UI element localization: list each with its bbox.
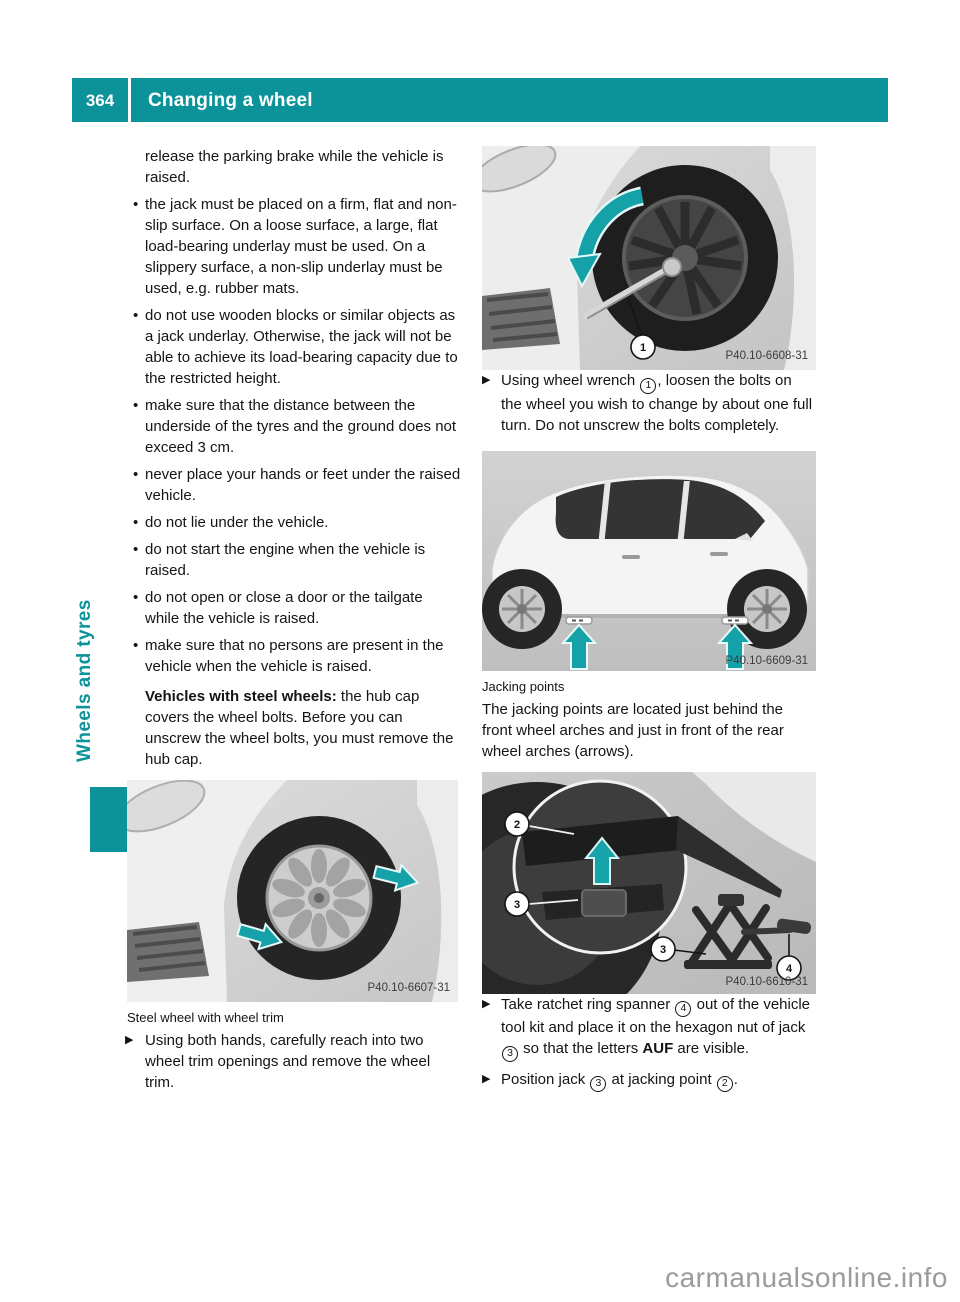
figure-code: P40.10-6609-31 bbox=[725, 654, 808, 667]
list-item bbox=[133, 512, 461, 533]
step-item bbox=[125, 1030, 461, 1093]
step-arrow-icon: ▶ bbox=[125, 1034, 134, 1046]
door-handle bbox=[710, 552, 728, 556]
bullet-icon: • bbox=[133, 541, 139, 558]
bullet-text: do not open or close a door or the tailgate while the vehicle is raised. bbox=[145, 589, 423, 627]
door-handle bbox=[622, 555, 640, 559]
bullet-text: never place your hands or feet under the raised vehicle. bbox=[145, 466, 461, 504]
step-text: Using wheel wrench 1 , loosen the bolts on the wheel you wish to change by about one full turn. Do not unscrew the bolts completely. bbox=[501, 372, 813, 434]
figure-jack-position bbox=[482, 772, 816, 994]
steel-wheel-illustration bbox=[127, 780, 458, 1002]
list-item bbox=[133, 395, 461, 458]
wheel-wrench-illustration bbox=[482, 146, 816, 370]
step-item bbox=[482, 370, 816, 436]
right-column bbox=[482, 146, 816, 1099]
list-item bbox=[133, 587, 461, 629]
steel-wheels-lead: Vehicles with steel wheels: bbox=[145, 688, 337, 705]
bullet-text: make sure that no persons are present in the vehicle when the vehicle is raised. bbox=[145, 637, 444, 675]
step-arrow-icon: ▶ bbox=[482, 1072, 491, 1085]
bullet-icon: • bbox=[133, 637, 139, 654]
bullet-text: do not use wooden blocks or similar objects as a jack underlay. Otherwise, the jack will not be able to achieve its load-bearing capacity due to the restricted height. bbox=[145, 307, 458, 387]
svg-text:3: 3 bbox=[659, 943, 667, 956]
watermark: carmanualsonline.info bbox=[665, 1262, 948, 1293]
step-item bbox=[482, 1069, 816, 1093]
safety-bullet-list bbox=[133, 194, 461, 677]
step-list bbox=[482, 370, 816, 436]
figure-steel-wheel bbox=[127, 780, 461, 1002]
intro-paragraph: release the parking brake while the vehicle is raised. bbox=[145, 148, 444, 186]
bullet-text: do not start the engine when the vehicle is raised. bbox=[145, 541, 426, 579]
left-column bbox=[125, 146, 461, 1100]
page-title: Changing a wheel bbox=[148, 89, 313, 111]
bullet-text: do not lie under the vehicle. bbox=[145, 514, 329, 531]
svg-text:4: 4 bbox=[785, 962, 793, 975]
bullet-icon: • bbox=[133, 466, 139, 483]
steel-wheels-rest: the hub cap covers the wheel bolts. Before you can unscrew the wheel bolts, you must remove the hub cap. bbox=[145, 688, 454, 768]
step-arrow-icon: ▶ bbox=[482, 997, 491, 1010]
circled-3: 3 bbox=[590, 1076, 606, 1092]
step-item bbox=[482, 994, 816, 1062]
figure-code: P40.10-6608-31 bbox=[725, 350, 808, 362]
chapter-tab-label: Wheels and tyres bbox=[74, 599, 95, 762]
bullet-icon: • bbox=[133, 397, 139, 414]
list-item bbox=[133, 194, 461, 299]
list-item bbox=[133, 539, 461, 581]
bullet-icon: • bbox=[133, 307, 139, 324]
list-item bbox=[133, 635, 461, 677]
jacking-points-illustration bbox=[482, 451, 816, 671]
list-item bbox=[133, 464, 461, 506]
svg-text:3: 3 bbox=[513, 898, 521, 911]
bullet-icon: • bbox=[133, 196, 139, 213]
step-text: Position jack 3 at jacking point 2 . bbox=[501, 1071, 738, 1088]
step-arrow-icon: ▶ bbox=[482, 374, 491, 386]
figure-jacking-points bbox=[482, 451, 816, 671]
list-item bbox=[133, 305, 461, 389]
page-header-bar bbox=[72, 78, 888, 122]
step-list bbox=[125, 1030, 461, 1093]
callout-number: 1 bbox=[639, 342, 647, 354]
auf-label: AUF bbox=[642, 1040, 674, 1057]
figure-caption: Steel wheel with wheel trim bbox=[127, 1010, 284, 1025]
svg-text:2: 2 bbox=[513, 818, 521, 831]
bullet-text: make sure that the distance between the underside of the tyres and the ground does not exceed 3 cm. bbox=[145, 397, 457, 456]
figure-code: P40.10-6607-31 bbox=[367, 982, 450, 994]
step-text: Using both hands, carefully reach into two wheel trim openings and remove the wheel trim. bbox=[145, 1032, 431, 1091]
circled-4: 4 bbox=[675, 1001, 691, 1017]
steel-wheels-paragraph bbox=[145, 686, 461, 770]
step-list bbox=[482, 994, 816, 1093]
circled-2: 2 bbox=[717, 1076, 733, 1092]
circled-3: 3 bbox=[502, 1046, 518, 1062]
bullet-icon: • bbox=[133, 589, 139, 606]
rear-wheel bbox=[482, 569, 562, 649]
bullet-icon: • bbox=[133, 514, 139, 531]
figure-caption: Jacking points bbox=[482, 678, 565, 694]
jacking-paragraph: The jacking points are located just behind the front wheel arches and just in front of the rear wheel arches (arrows). bbox=[482, 700, 784, 760]
step-text: Take ratchet ring spanner 4 out of the vehicle tool kit and place it on the hexagon nut of jack 3 so that the letters AUF are visible. bbox=[501, 996, 810, 1058]
circled-1: 1 bbox=[640, 378, 656, 394]
figure-wheel-wrench bbox=[482, 146, 816, 370]
jack-position-illustration bbox=[482, 772, 816, 994]
figure-code: P40.10-6610-31 bbox=[725, 975, 808, 988]
bullet-text: the jack must be placed on a firm, flat and non-slip surface. On a loose surface, a large, flat load-bearing underlay must be used. On a slippery surface, a non-slip underlay must be used, e.g. rubber mats. bbox=[145, 196, 457, 297]
page-number: 364 bbox=[85, 90, 115, 110]
